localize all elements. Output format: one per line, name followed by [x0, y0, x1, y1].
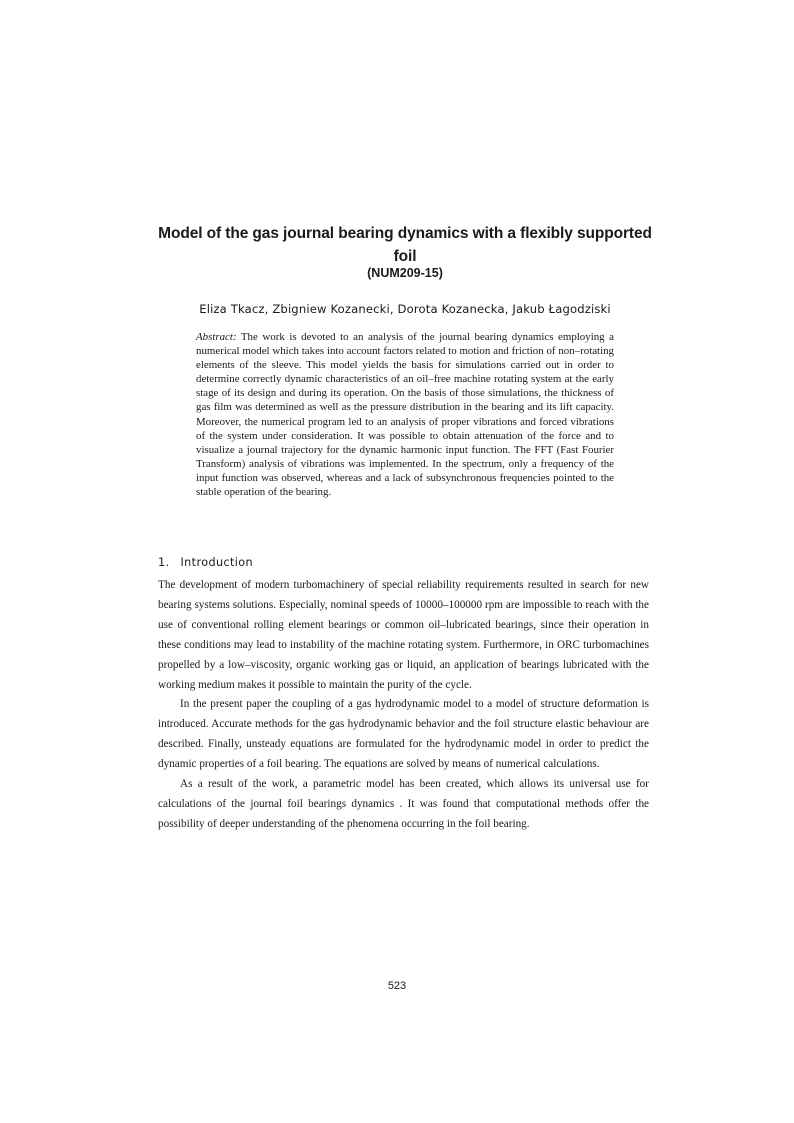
- section-title: Introduction: [180, 556, 254, 569]
- section-body: [158, 576, 649, 835]
- paper-title: Model of the gas journal bearing dynamics with a flexibly supported foil: [158, 225, 652, 265]
- section-number: 1.: [158, 556, 170, 569]
- author-list: Eliza Tkacz, Zbigniew Kozanecki, Dorota Kozanecka, Jakub Łagodziski: [199, 302, 611, 316]
- section-heading: [158, 555, 253, 571]
- abstract-text: The work is devoted to an analysis of the journal bearing dynamics employing a numerical model which takes into account factors related to motion and friction of non–rotating elements of the sleeve. This model yields the basis for simulations carried out in order to determine correctly dynamic characteristics of an oil–free machine rotating system at the early stage of its design and during its operation. On the basis of those simulations, the thickness of gas film was determined as well as the pressure distribution in the bearing and its lift capacity. Moreover, the numerical program led to an analysis of proper vibrations and forced vibrations of the system under consideration. It was possible to obtain attenuation of the force and to visualize a journal trajectory for the dynamic harmonic input function. The FFT (Fast Fourier Transform) analysis of vibrations was implemented. In the spectrum, only a frequency of the input function was observed, whereas and a lack of subsynchronous frequencies pointed to the stable operation of the bearing.: [196, 331, 614, 499]
- body-paragraph: In the present paper the coupling of a gas hydrodynamic model to a model of structure deformation is introduced. Accurate methods for the gas hydrodynamic behavior and the foil structure elastic behaviour are described. Finally, unsteady equations are formulated for the hydrodynamic model in order to predict the dynamic properties of a foil bearing. The equations are solved by means of numerical calculations.: [158, 698, 649, 771]
- abstract-label: Abstract:: [196, 331, 237, 343]
- page-number: 523: [387, 980, 407, 992]
- body-paragraph: The development of modern turbomachinery of special reliability requirements resulted in search for new bearing systems solutions. Especially, nominal speeds of 10000–100000 rpm are impossible to reach with the use of conventional rolling element bearings or common oil–lubricated bearings, since their operation in these conditions may lead to instability of the machine rotating system. Furthermore, in ORC turbomachines propelled by a low–viscosity, organic working gas or liquid, an application of bearings lubricated with the working medium makes it possible to maintain the purity of the cycle.: [158, 579, 649, 691]
- body-paragraph: As a result of the work, a parametric model has been created, which allows its universal use for calculations of the journal foil bearings dynamics . It was found that computational methods offer the possibility of deeper understanding of the phenomena occurring in the foil bearing.: [158, 778, 649, 830]
- abstract: [196, 330, 614, 499]
- paper-code: (NUM209-15): [367, 266, 443, 280]
